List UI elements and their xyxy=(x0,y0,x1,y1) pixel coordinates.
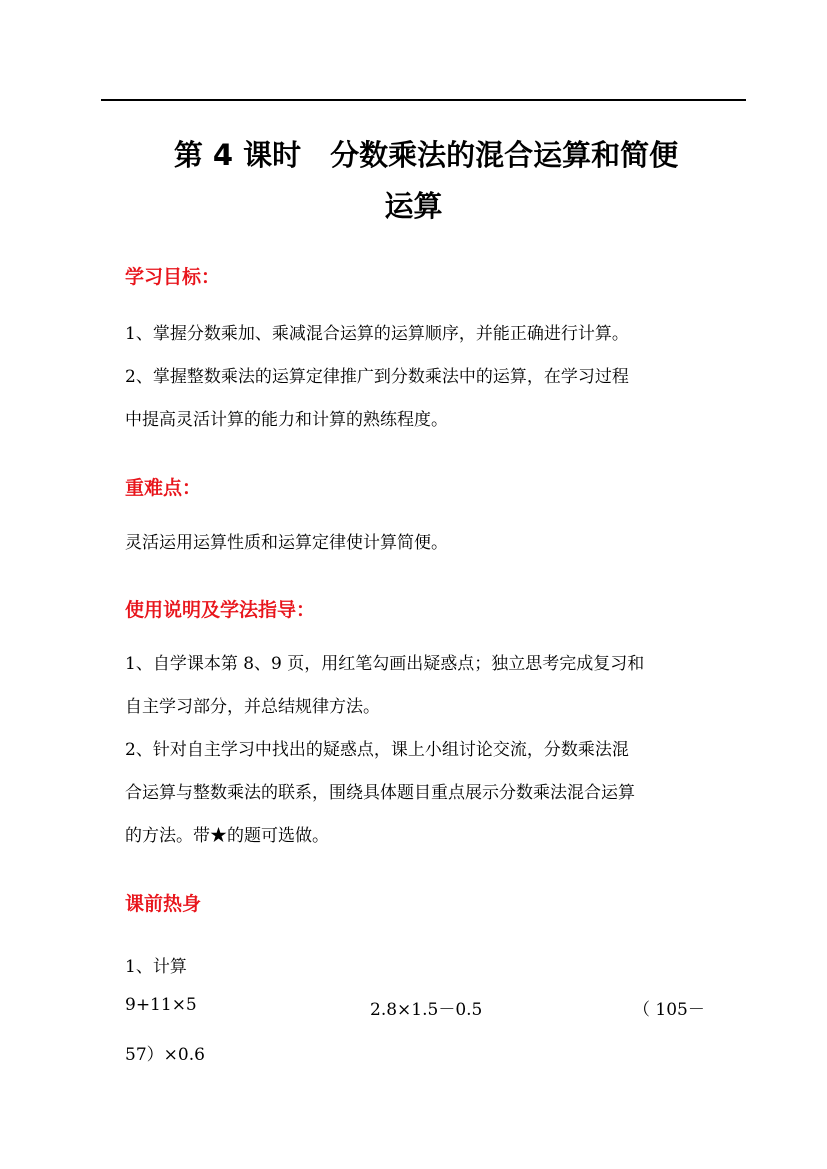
expression-3-start: （ 105－ xyxy=(633,1000,705,1020)
expression-2: 2.8×1.5－0.5 xyxy=(370,1000,483,1020)
instruction-line: 的方法。带★的题可选做。 xyxy=(125,826,329,846)
goal-item: 1、掌握分数乘加、乘减混合运算的运算顺序，并能正确进行计算。 xyxy=(125,324,629,344)
goal-item: 2、掌握整数乘法的运算定律推广到分数乘法中的运算，在学习过程 xyxy=(125,367,629,387)
instruction-line: 自主学习部分，并总结规律方法。 xyxy=(125,697,380,717)
expression-1: 9+11×5 xyxy=(125,995,197,1015)
goals-body xyxy=(125,313,715,442)
page-title-line1: 第 4 课时 分数乘法的混合运算和简便 xyxy=(173,138,679,172)
instruction-line: 2、针对自主学习中找出的疑惑点，课上小组讨论交流，分数乘法混 xyxy=(125,740,629,760)
instructions-body xyxy=(125,643,715,858)
instructions-heading: 使用说明及学法指导： xyxy=(125,599,316,621)
key-points-text: 灵活运用运算性质和运算定律使计算简便。 xyxy=(125,533,448,553)
top-rule xyxy=(101,99,746,101)
page-title-line2: 运算 xyxy=(384,189,443,223)
instruction-line: 合运算与整数乘法的联系，围绕具体题目重点展示分数乘法混合运算 xyxy=(125,783,635,803)
goals-heading: 学习目标： xyxy=(125,266,221,288)
warmup-task: 1、计算 xyxy=(125,957,187,977)
warmup-heading: 课前热身 xyxy=(125,893,202,915)
instruction-line: 1、自学课本第 8、9 页，用红笔勾画出疑惑点；独立思考完成复习和 xyxy=(125,654,645,674)
key-points-heading: 重难点： xyxy=(125,477,202,499)
goal-item: 中提高灵活计算的能力和计算的熟练程度。 xyxy=(125,410,448,430)
expression-3-end: 57）×0.6 xyxy=(125,1045,205,1065)
